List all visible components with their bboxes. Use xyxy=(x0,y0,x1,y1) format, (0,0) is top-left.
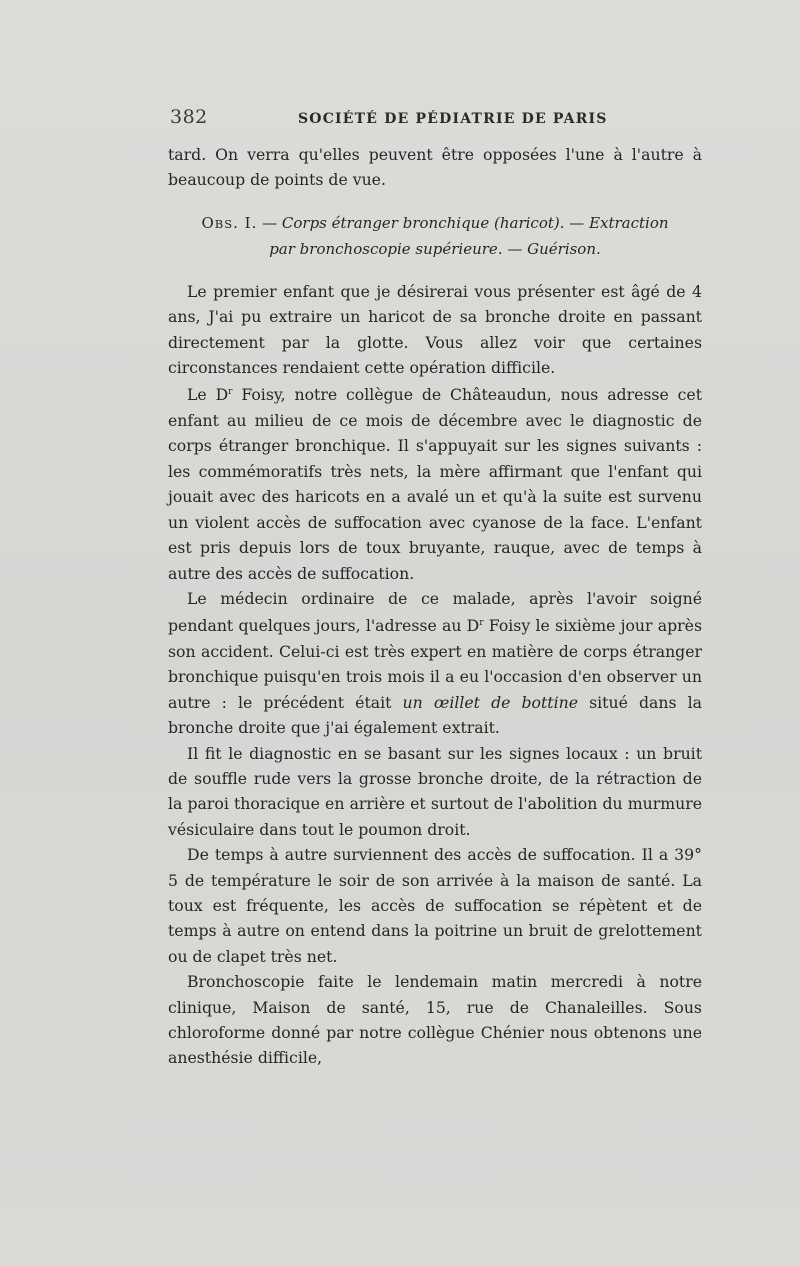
observation-heading: OBS. I. — Corps étranger bronchique (haricot). — Extraction par bronchoscopie supérieure. — Guérison. xyxy=(201,213,669,258)
running-head: SOCIÉTÉ DE PÉDIATRIE DE PARIS xyxy=(298,111,608,127)
paragraph-continuation: tard. On verra qu'elles peuvent être opposées l'une à l'autre à beaucoup de points de vue. xyxy=(168,145,702,190)
observation-outcome: Guérison xyxy=(527,239,597,258)
paragraph: Il fit le diagnostic en se basant sur les signes locaux : un bruit de souffle rude vers la grosse bronche droite, de la rétraction de la paroi thoracique en arrière et surtout de l'abolition du murmure vésiculaire dans tout le poumon droit. xyxy=(168,743,702,839)
page-header xyxy=(170,106,702,136)
observation-title: Corps étranger bronchique xyxy=(281,213,490,232)
observation-procedure: Extraction xyxy=(589,213,669,232)
paragraph: Le $D^r$ Foisy, notre collègue de Châteaudun, nous adresse cet enfant au milieu de ce mois de décembre avec le diagnostic de corps étranger bronchique. Il s'appuyait sur les signes suivants : les commémoratifs très nets, la mère affirmant que l'enfant qui jouait avec des haricots en a avalé un et qu'à la suite est survenu un violent accès de suffocation avec cyanose de la face. L'enfant est pris depuis lors de toux bruyante, rauque, avec de temps à autre des accès de suffocation. xyxy=(168,385,703,583)
page-body xyxy=(168,142,702,1071)
observation-subject: (haricot) xyxy=(494,213,560,232)
paragraph: Bronchoscopie faite le lendemain matin mercredi à notre clinique, Maison de santé, 15, rue de Chanaleilles. Sous chloroforme donné par notre collègue Chénier nous obtenons une anesthésie difficile, xyxy=(168,972,702,1068)
observation-method: par bronchoscopie supérieure xyxy=(269,239,498,258)
paragraph: Le médecin ordinaire de ce malade, après l'avoir soigné pendant quelques jours, l'adresse au $D^r$ Foisy le sixième jour après son accident. Celui-ci est très expert en matière de corps étranger bronchique puisqu'en trois mois il a eu l'occasion d'en observer un autre : le précédent était un œillet de bottine situé dans la bronche droite que j'ai également extrait. xyxy=(168,588,702,738)
page-number: 382 xyxy=(170,106,208,128)
paragraph: De temps à autre surviennent des accès de suffocation. Il a 39° 5 de température le soir de son arrivée à la maison de santé. La toux est fréquente, les accès de suffocation se répètent et de temps à autre on entend dans la poitrine un bruit de grelottement ou de clapet très net. xyxy=(168,845,702,966)
paragraph: Le premier enfant que je désirerai vous présenter est âgé de 4 ans, J'ai pu extraire un haricot de sa bronche droite en passant directement par la glotte. Vous allez voir que certaines circonstances rendaient cette opération difficile. xyxy=(168,281,702,378)
italic-phrase: un œillet de bottine xyxy=(402,692,579,712)
observation-label: OBS. I. xyxy=(201,213,258,232)
